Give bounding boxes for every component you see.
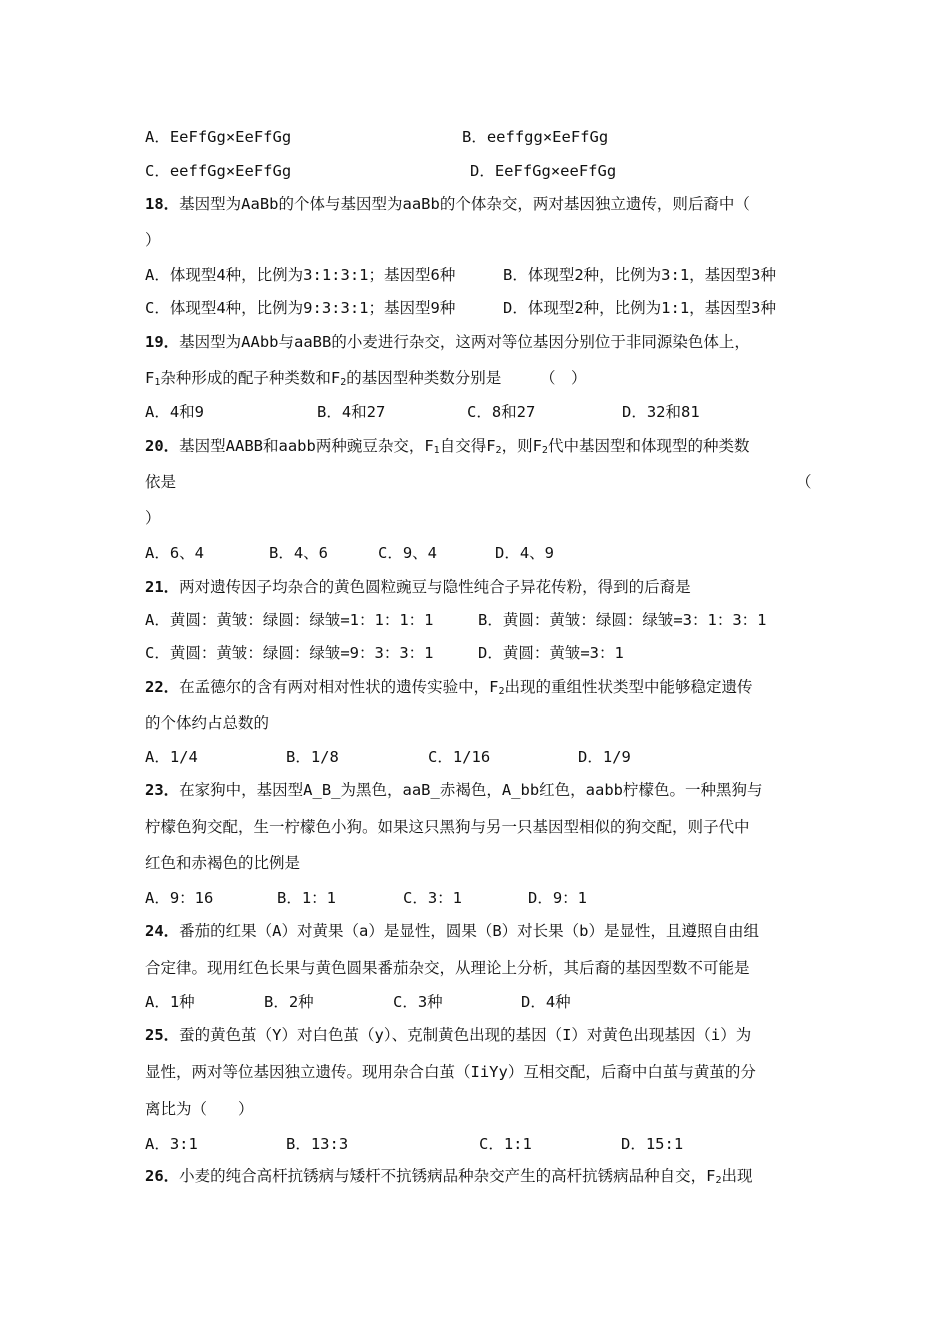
q20-sub2: 2: [495, 445, 502, 456]
q21-option-b: B．黄圆：黄皱：绿圆：绿皱=3：1：3：1: [478, 611, 767, 629]
q19-option-b: B．4和27: [317, 403, 386, 421]
q18-stem-end: ）: [145, 231, 161, 249]
q19-option-c: C．8和27: [467, 403, 536, 421]
q23-option-c: C．3：1: [403, 889, 462, 907]
q24-option-d: D．4种: [521, 993, 571, 1011]
q22-option-d: D．1/9: [578, 748, 631, 766]
q21-stem: [145, 577, 691, 597]
q21-number: 21．: [145, 578, 180, 596]
q25-option-b: B．13:3: [286, 1135, 349, 1153]
q23-option-a: A．9：16: [145, 889, 214, 907]
q20-text-a: 基因型AABB和aabb两种豌豆杂交，F: [179, 437, 434, 455]
q23-option-d: D．9：1: [528, 889, 587, 907]
q20-number: 20．: [145, 437, 180, 455]
q24-text-1: 番茄的红果（A）对黄果（a）是显性，圆果（B）对长果（b）是显性，且遵照自由组: [179, 922, 760, 940]
q19-sub2: 2: [340, 377, 347, 388]
q26-sub1: 2: [715, 1175, 722, 1186]
q25-stem: [145, 1025, 751, 1045]
q17-option-c: C．eeffGg×EeFfGg: [145, 162, 292, 180]
q19-number: 19．: [145, 333, 180, 351]
q21-text: 两对遗传因子均杂合的黄色圆粒豌豆与隐性纯合子异花传粉，得到的后裔是: [179, 578, 691, 596]
q23-text-1: 在家狗中，基因型A_B_为黑色，aaB_赤褐色，A_bb红色，aabb柠檬色。一种黑狗与: [179, 781, 763, 799]
q20-text-d: 代中基因型和体现型的种类数: [547, 437, 750, 455]
q19-text2c: 的基因型种类数分别是 （ ）: [346, 369, 587, 387]
q24-stem-line2: 合定律。现用红色长果与黄色圆果番茄杂交，从理论上分析，其后裔的基因型数不可能是: [145, 959, 750, 977]
q24-option-a: A．1种: [145, 993, 195, 1011]
q25-option-a: A．3:1: [145, 1135, 198, 1153]
q22-option-c: C．1/16: [428, 748, 491, 766]
q25-stem-line2: 显性，两对等位基因独立遗传。现用杂合白茧（IiYy）互相交配，后裔中白茧与黄茧的分: [145, 1063, 756, 1081]
q23-number: 23．: [145, 781, 180, 799]
q22-option-b: B．1/8: [286, 748, 339, 766]
q26-text-b: 出现: [721, 1167, 753, 1185]
q26-text-a: 小麦的纯合高杆抗锈病与矮杆不抗锈病品种杂交产生的高杆抗锈病品种自交，F: [179, 1167, 716, 1185]
q24-number: 24．: [145, 922, 180, 940]
q18-option-d: D．体现型2种，比例为1:1，基因型3种: [503, 299, 776, 317]
q17-option-d: D．EeFfGg×eeFfGg: [470, 162, 617, 180]
q17-option-a: A．EeFfGg×EeFfGg: [145, 128, 292, 146]
q20-stem: [145, 436, 749, 461]
q22-stem-line2: 的个体约占总数的: [145, 714, 270, 732]
q18-stem: [145, 194, 750, 214]
q25-number: 25．: [145, 1026, 180, 1044]
q24-option-c: C．3种: [393, 993, 443, 1011]
q23-stem: [145, 780, 762, 800]
q22-option-a: A．1/4: [145, 748, 198, 766]
q18-option-c: C．体现型4种，比例为9:3:3:1；基因型9种: [145, 299, 456, 317]
q19-text: 基因型为AAbb与aaBB的小麦进行杂交，这两对等位基因分别位于非同源染色体上，: [179, 333, 750, 351]
q23-stem-line3: 红色和赤褐色的比例是: [145, 854, 301, 872]
q20-text-c: ，则F: [501, 437, 542, 455]
q23-stem-line2: 柠檬色狗交配，生一柠檬色小狗。如果这只黑狗与另一只基因型相似的狗交配，则子代中: [145, 818, 750, 836]
q21-option-a: A．黄圆：黄皱：绿圆：绿皱=1：1：1：1: [145, 611, 434, 629]
q22-text-a: 在孟德尔的含有两对相对性状的遗传实验中，F: [179, 678, 499, 696]
q19-sub1: 1: [154, 377, 161, 388]
q22-stem: [145, 677, 753, 702]
q19-option-a: A．4和9: [145, 403, 204, 421]
q20-option-a: A．6、4: [145, 544, 204, 562]
q20-paren-close: ）: [145, 509, 161, 527]
q25-option-c: C．1:1: [479, 1135, 532, 1153]
q20-stem-line2: 依是: [145, 473, 177, 491]
q21-option-d: D．黄圆：黄皱=3：1: [478, 644, 624, 662]
q21-option-c: C．黄圆：黄皱：绿圆：绿皱=9：3：3：1: [145, 644, 434, 662]
q26-number: 26．: [145, 1167, 180, 1185]
q22-sub1: 2: [498, 686, 505, 697]
q22-number: 22．: [145, 678, 180, 696]
q20-text-b: 自交得F: [439, 437, 496, 455]
q20-option-b: B．4、6: [269, 544, 328, 562]
q20-sub1: 1: [433, 445, 440, 456]
q17-option-b: B．eeffgg×EeFfGg: [462, 128, 609, 146]
q22-text-b: 出现的重组性状类型中能够稳定遗传: [504, 678, 753, 696]
q18-option-b: B．体现型2种，比例为3:1，基因型3种: [503, 266, 776, 284]
q25-stem-line3: 离比为（ ）: [145, 1100, 254, 1118]
q20-option-c: C．9、4: [378, 544, 437, 562]
q24-option-b: B．2种: [264, 993, 314, 1011]
q24-stem: [145, 921, 759, 941]
q25-text-1: 蚕的黄色茧（Y）对白色茧（y）、克制黄色出现的基因（I）对黄色出现基因（i）为: [179, 1026, 752, 1044]
q26-stem: [145, 1166, 753, 1191]
q19-text2b: 杂种形成的配子种类数和F: [160, 369, 341, 387]
q20-option-d: D．4、9: [495, 544, 554, 562]
q20-paren-open: （: [796, 473, 812, 491]
q18-text: 基因型为AaBb的个体与基因型为aaBb的个体杂交，两对基因独立遗传，则后裔中（: [179, 195, 750, 213]
q23-option-b: B．1：1: [277, 889, 336, 907]
q20-sub3: 2: [541, 445, 548, 456]
q19-stem: [145, 332, 750, 352]
q18-number: 18．: [145, 195, 180, 213]
q18-option-a: A．体现型4种，比例为3:1:3:1；基因型6种: [145, 266, 456, 284]
q19-option-d: D．32和81: [622, 403, 700, 421]
q19-stem-line2: [145, 368, 587, 393]
q19-f: F: [145, 369, 155, 387]
q25-option-d: D．15:1: [621, 1135, 684, 1153]
